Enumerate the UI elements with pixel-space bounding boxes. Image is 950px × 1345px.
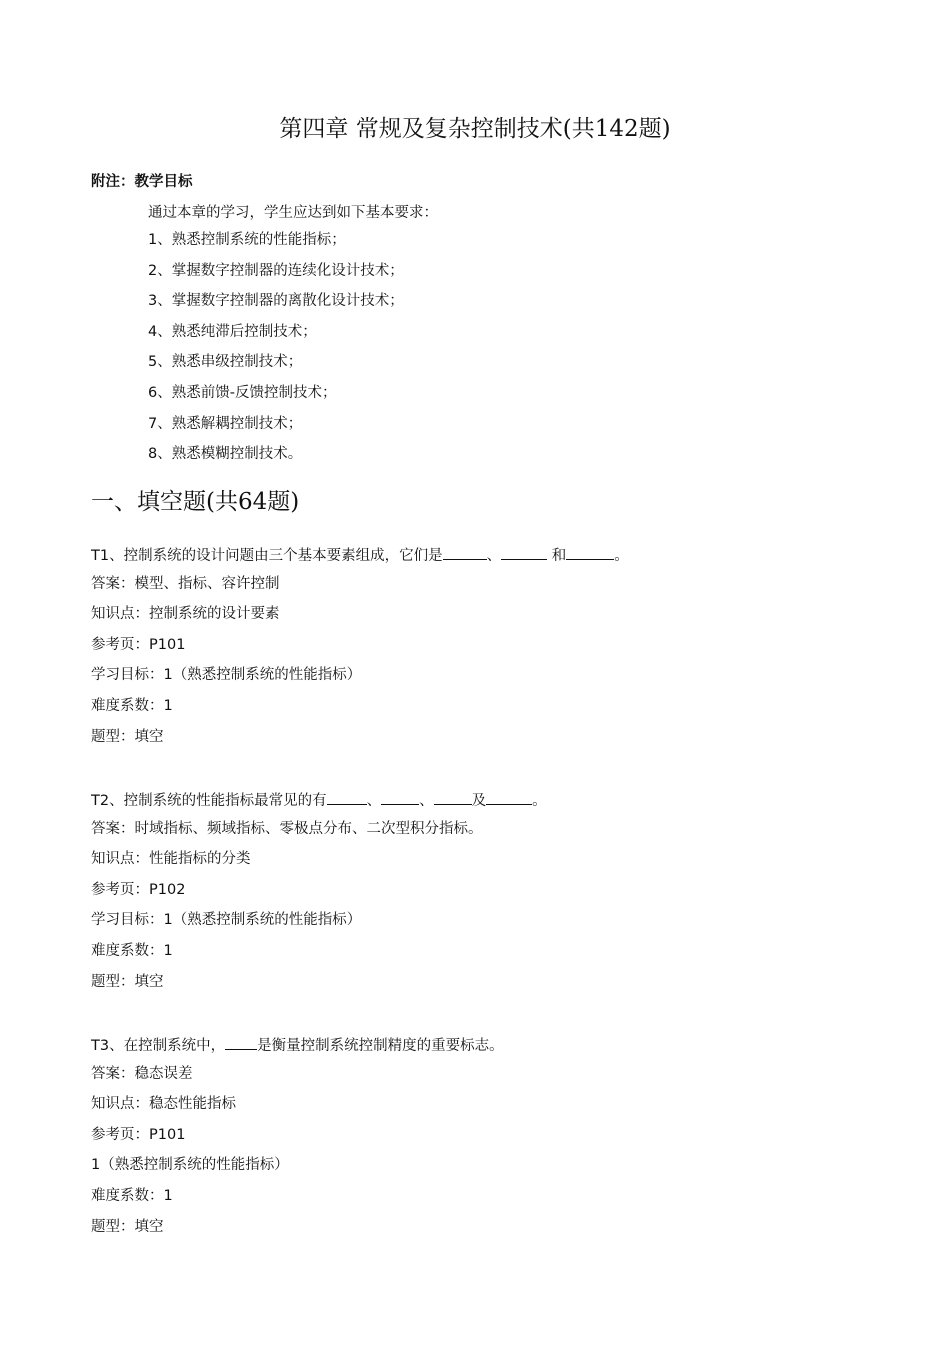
reference-page: 参考页：P102: [91, 881, 186, 898]
chapter-title: 第四章 常规及复杂控制技术(共142题): [279, 116, 671, 142]
answer-blank: [381, 790, 419, 805]
answer: 答案：模型、指标、容许控制: [91, 575, 280, 592]
learning-goal: 学习目标：1（熟悉控制系统的性能指标）: [91, 912, 362, 929]
objective-item: 2、掌握数字控制器的连续化设计技术；: [148, 262, 404, 279]
question-stem: T3、在控制系统中， 是衡量控制系统控制精度的重要标志。: [91, 1035, 504, 1066]
question-type: 题型：填空: [91, 1218, 164, 1235]
question-type: 题型：填空: [91, 728, 164, 745]
answer: 答案：时域指标、频域指标、零极点分布、二次型积分指标。: [91, 820, 483, 837]
answer-blank: [443, 545, 487, 560]
objective-item: 4、熟悉纯滞后控制技术；: [148, 323, 317, 340]
answer: 答案：稳态误差: [91, 1065, 193, 1082]
question-3: [91, 1035, 504, 1249]
objective-item: 7、熟悉解耦控制技术；: [148, 415, 303, 432]
knowledge-point: 知识点：性能指标的分类: [91, 851, 251, 868]
answer-blank: [225, 1035, 257, 1050]
answer-blank: [434, 790, 472, 805]
objective-item: 5、熟悉串级控制技术；: [148, 354, 303, 371]
answer-blank: [501, 545, 547, 560]
question-1: [91, 545, 629, 759]
objective-item: 1、熟悉控制系统的性能指标；: [148, 232, 346, 248]
reference-page: 参考页：P101: [91, 1126, 186, 1143]
question-2: [91, 790, 547, 1004]
note-label: 附注：教学目标: [91, 174, 193, 190]
objective-item: 3、掌握数字控制器的离散化设计技术；: [148, 293, 404, 310]
answer-blank: [486, 790, 532, 805]
learning-goal: 学习目标：1（熟悉控制系统的性能指标）: [91, 667, 362, 684]
reference-page: 参考页：P101: [91, 636, 186, 653]
learning-goal: 1（熟悉控制系统的性能指标）: [91, 1157, 289, 1174]
objective-item: 6、熟悉前馈-反馈控制技术；: [148, 384, 337, 401]
knowledge-point: 知识点：稳态性能指标: [91, 1096, 236, 1113]
objective-item: 8、熟悉模糊控制技术。: [148, 446, 303, 463]
question-stem: T2、控制系统的性能指标最常见的有 、 、 及 。: [91, 790, 547, 821]
difficulty: 难度系数：1: [91, 697, 173, 714]
objectives-intro: 通过本章的学习，学生应达到如下基本要求：: [148, 205, 438, 221]
question-stem: T1、控制系统的设计问题由三个基本要素组成，它们是 、 和 。: [91, 545, 629, 576]
answer-blank: [327, 790, 367, 805]
objectives-list: [148, 232, 404, 477]
section-title: 一、填空题(共64题): [91, 489, 300, 515]
answer-blank: [566, 545, 614, 560]
question-type: 题型：填空: [91, 973, 164, 990]
difficulty: 难度系数：1: [91, 942, 173, 959]
knowledge-point: 知识点：控制系统的设计要素: [91, 606, 280, 623]
difficulty: 难度系数：1: [91, 1187, 173, 1204]
